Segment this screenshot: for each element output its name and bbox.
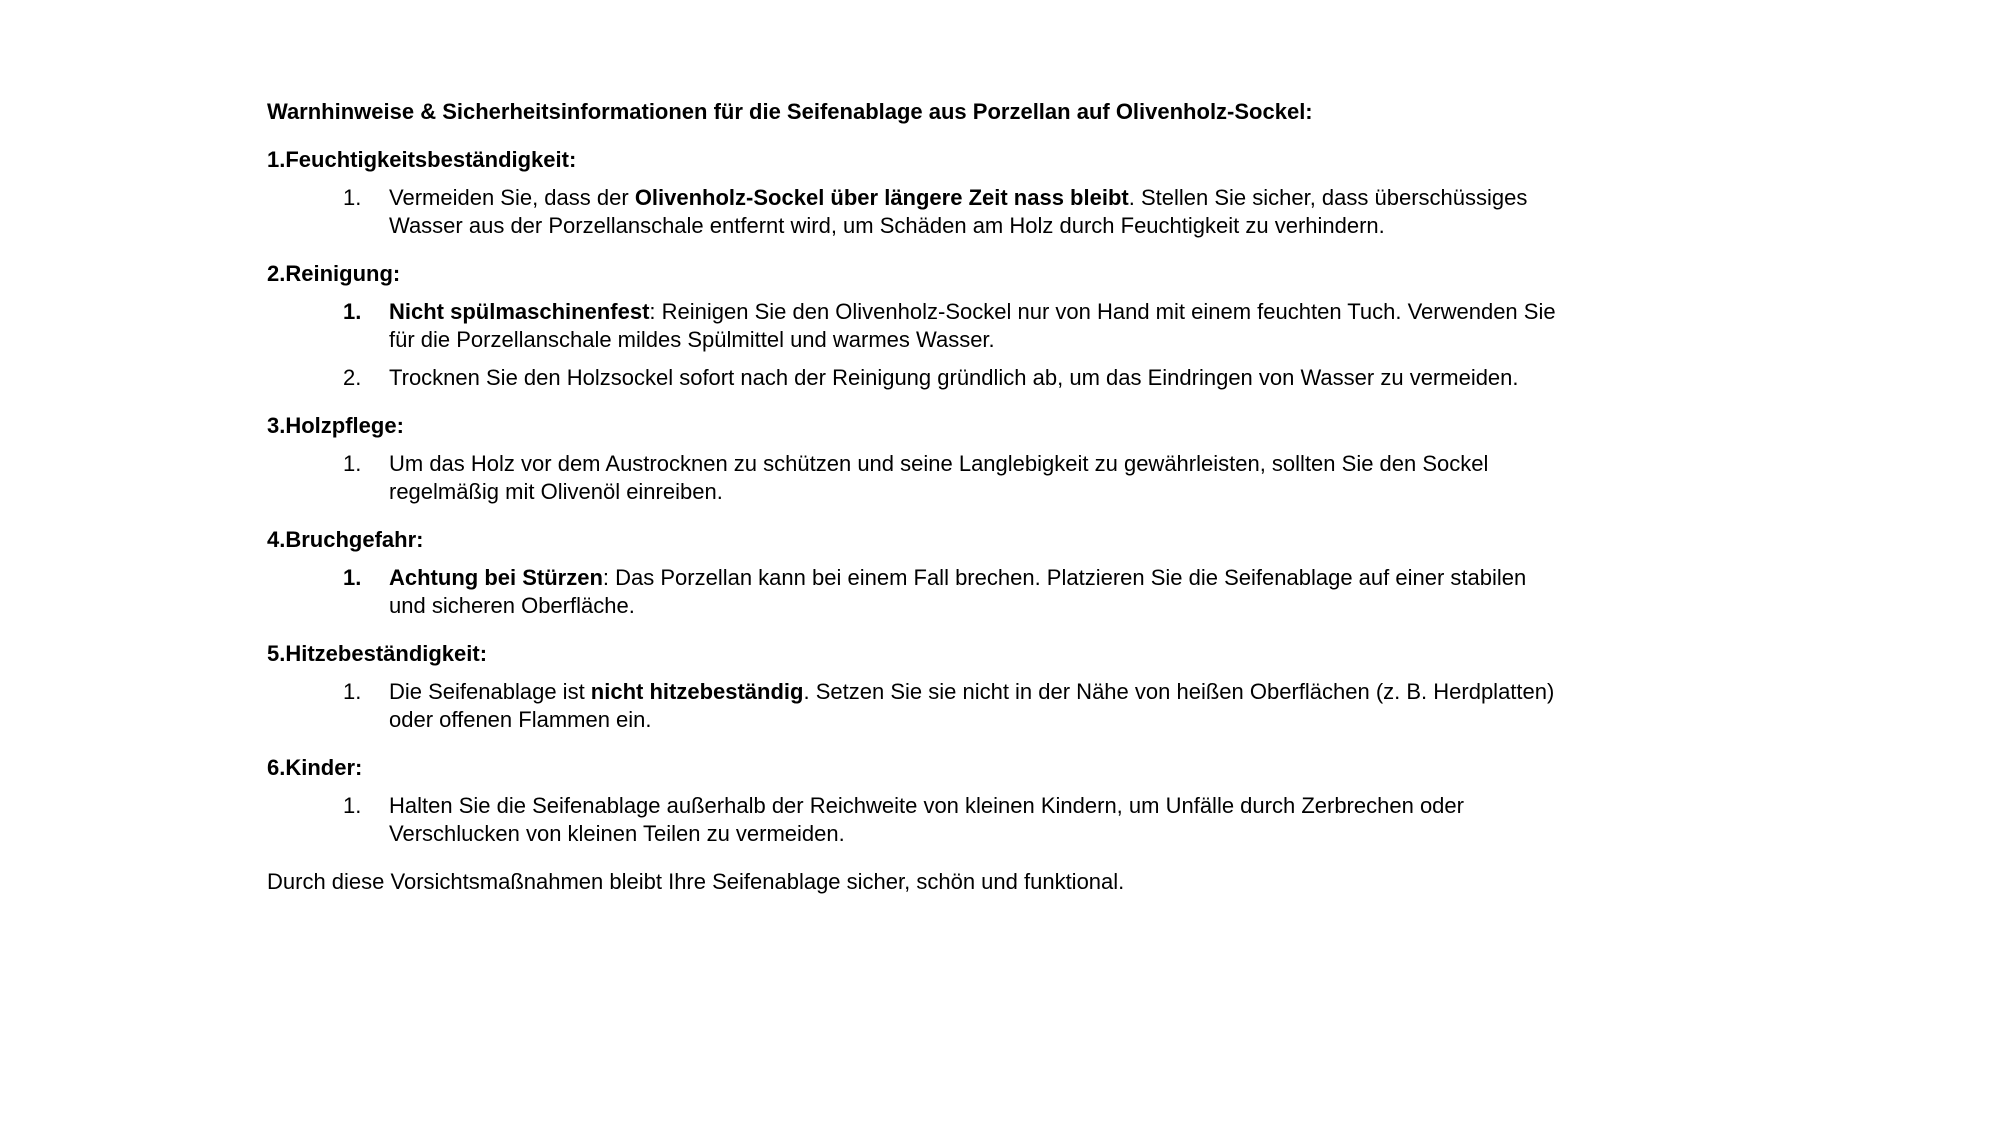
section-breakage	[267, 526, 1557, 620]
list-item-text-after: : Das Porzellan kann bei einem Fall brechen. Platzieren Sie die Seifenablage auf einer stabilen und sicheren Oberfläche.	[389, 565, 1527, 618]
list-item-text-bold: Nicht spülmaschinenfest	[389, 299, 650, 324]
list-item-text	[389, 679, 1554, 732]
section-heading: 2.Reinigung:	[267, 261, 401, 286]
section-wood-care	[267, 412, 1557, 506]
section-heat-resistance	[267, 640, 1557, 734]
list-item	[267, 364, 1557, 392]
list-item	[267, 792, 1557, 848]
list-item	[267, 298, 1557, 354]
list-item	[267, 678, 1557, 734]
list-item-text-bold: nicht hitzebeständig	[590, 679, 804, 704]
list-item-text	[389, 565, 1526, 618]
list-item	[267, 450, 1557, 506]
list-item-text-after: : Reinigen Sie den Olivenholz-Sockel nur von Hand mit einem feuchten Tuch. Verwenden Sie für die Porzellanschale mildes Spülmittel und warmes Wasser.	[389, 299, 1556, 352]
list-item-number: 1.	[343, 185, 362, 210]
list-item-text-before: Vermeiden Sie, dass der	[389, 185, 635, 210]
list-item-text-after: . Stellen Sie sicher, dass überschüssiges Wasser aus der Porzellanschale entfernt wird, um Schäden am Holz durch Feuchtigkeit zu verhindern.	[389, 185, 1528, 238]
document-body	[267, 98, 1557, 896]
list-item-text-bold: Achtung bei Stürzen	[389, 565, 603, 590]
section-heading: 6.Kinder:	[267, 755, 363, 780]
section-heading: 3.Holzpflege:	[267, 413, 404, 438]
list-item-text	[389, 185, 1527, 238]
list-item-text	[389, 793, 1464, 846]
section-children	[267, 754, 1557, 848]
section-heading: 4.Bruchgefahr:	[267, 527, 424, 552]
list-item	[267, 564, 1557, 620]
section-heading: 5.Hitzebeständigkeit:	[267, 641, 488, 666]
document-title: Warnhinweise & Sicherheitsinformationen für die Seifenablage aus Porzellan auf Olivenholz-Sockel:	[267, 99, 1313, 124]
list-item-number: 1.	[343, 679, 362, 704]
list-item-number: 2.	[343, 365, 362, 390]
list-item-text-before: Trocknen Sie den Holzsockel sofort nach der Reinigung gründlich ab, um das Eindringen von Wasser zu vermeiden.	[389, 365, 1519, 390]
section-moisture	[267, 146, 1557, 240]
section-heading: 1.Feuchtigkeitsbeständigkeit:	[267, 147, 577, 172]
closing-statement: Durch diese Vorsichtsmaßnahmen bleibt Ihre Seifenablage sicher, schön und funktional.	[267, 869, 1125, 894]
section-cleaning	[267, 260, 1557, 392]
list-item-text	[389, 365, 1519, 390]
list-item-text	[389, 299, 1556, 352]
list-item-number: 1.	[343, 793, 362, 818]
list-item-text-before: Um das Holz vor dem Austrocknen zu schützen und seine Langlebigkeit zu gewährleisten, sollten Sie den Sockel regelmäßig mit Olivenöl einreiben.	[389, 451, 1489, 504]
list-item-text	[389, 451, 1488, 504]
list-item	[267, 184, 1557, 240]
list-item-text-after: . Setzen Sie sie nicht in der Nähe von heißen Oberflächen (z. B. Herdplatten) oder offenen Flammen ein.	[389, 679, 1555, 732]
list-item-number: 1.	[343, 565, 362, 590]
list-item-text-bold: Olivenholz-Sockel über längere Zeit nass bleibt	[634, 185, 1129, 210]
list-item-text-before: Die Seifenablage ist	[389, 679, 591, 704]
list-item-number: 1.	[343, 451, 362, 476]
list-item-number: 1.	[343, 299, 362, 324]
list-item-text-before: Halten Sie die Seifenablage außerhalb der Reichweite von kleinen Kindern, um Unfälle durch Zerbrechen oder Verschlucken von kleinen Teilen zu vermeiden.	[389, 793, 1464, 846]
